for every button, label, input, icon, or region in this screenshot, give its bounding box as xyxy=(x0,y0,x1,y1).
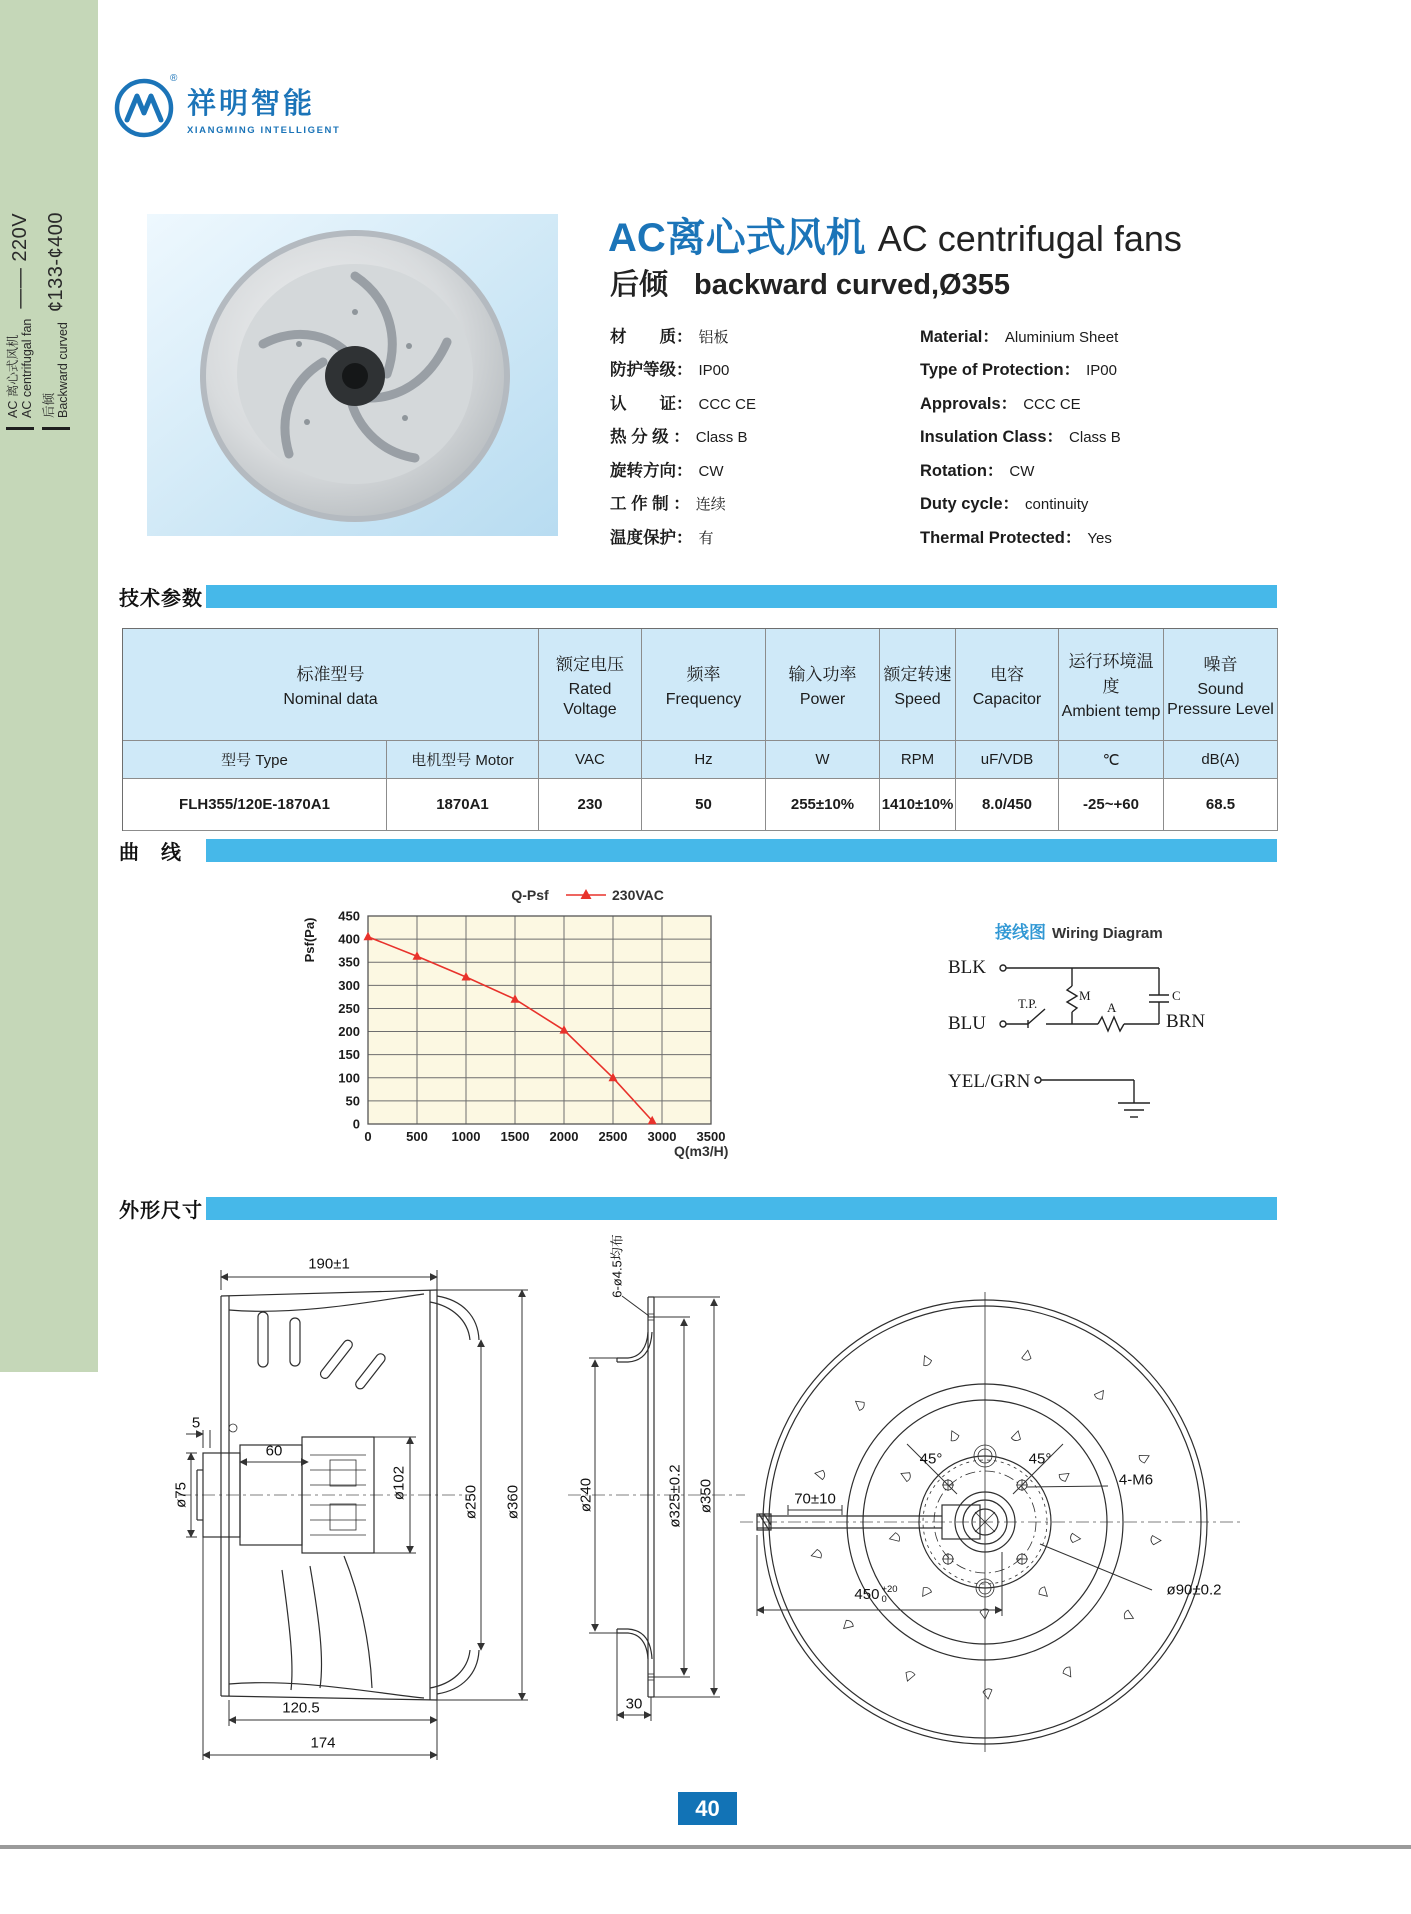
wire-label-cap: C xyxy=(1172,988,1181,1003)
row-w: 255±10% xyxy=(766,779,880,831)
subheader-w: W xyxy=(766,741,880,779)
sidebar-range: ¢133-¢400 xyxy=(44,211,67,313)
product-subtitle-en: backward curved,Ø355 xyxy=(694,269,1010,301)
svg-text:250: 250 xyxy=(338,1000,360,1016)
dim-4m6: 4-M6 xyxy=(1118,1471,1154,1489)
wire-label-aux: A xyxy=(1107,1000,1117,1015)
spec-value-en: IP00 xyxy=(1086,362,1117,380)
section-bar-curve xyxy=(206,839,1277,862)
sidebar-series-cn: AC 离心式风机 xyxy=(5,334,20,418)
spec-label-cn: 温度保护： xyxy=(610,528,693,547)
col-header-power: 输入功率 Power xyxy=(766,629,880,741)
svg-text:1000: 1000 xyxy=(451,1129,481,1144)
svg-text:300: 300 xyxy=(338,977,360,993)
section-title-dimensions: 外形尺寸 xyxy=(119,1200,203,1222)
spec-label-cn: 热 分 级 ： xyxy=(610,428,690,447)
spec-row-material xyxy=(610,318,1310,352)
wiring-title-en: Wiring Diagram xyxy=(1052,925,1163,942)
svg-text:0: 0 xyxy=(352,1116,360,1132)
col-header-voltage: 额定电压 Rated Voltage xyxy=(539,629,642,741)
subheader-type: 型号 Type xyxy=(123,741,387,779)
subheader-hz: Hz xyxy=(642,741,766,779)
spec-list xyxy=(610,318,1310,553)
spec-label-en: Insulation Class： xyxy=(920,428,1064,447)
dim-450: 450 +20 0 xyxy=(854,1584,898,1605)
svg-text:500: 500 xyxy=(406,1129,428,1144)
col-header-noise: 噪音 Sound Pressure Level xyxy=(1164,629,1278,741)
svg-text:400: 400 xyxy=(338,931,360,947)
dim-240: ø240 xyxy=(577,1477,595,1513)
spec-value-en: Aluminium Sheet xyxy=(1004,328,1119,346)
subheader-motor: 电机型号 Motor xyxy=(387,741,539,779)
spec-value-en: CCC CE xyxy=(1023,395,1081,413)
sidebar-type-en: Backward curved xyxy=(56,322,70,418)
row-uf: 8.0/450 xyxy=(956,779,1059,831)
spec-label-en: Material： xyxy=(920,327,999,346)
spec-value-cn: CW xyxy=(698,462,724,480)
col-header-frequency: 频率 Frequency xyxy=(642,629,766,741)
dim-325: ø325±0.2 xyxy=(666,1464,684,1528)
wiring-title-cn: 接线图 xyxy=(995,923,1046,942)
spec-row-protection xyxy=(610,352,1310,386)
svg-text:3500: 3500 xyxy=(696,1129,726,1144)
product-subtitle-cn: 后倾 xyxy=(610,269,669,301)
col-header-capacitor: 电容 Capacitor xyxy=(956,629,1059,741)
dim-45-left: 45° xyxy=(919,1450,943,1468)
wire-label-motor: M xyxy=(1079,988,1091,1003)
spec-label-cn: 工 作 制 ： xyxy=(610,495,690,514)
page-number: 40 xyxy=(678,1792,737,1825)
dimension-drawings xyxy=(120,1230,1300,1810)
spec-label-en: Rotation： xyxy=(920,461,1004,480)
wire-label-blk: BLK xyxy=(948,957,986,978)
section-bar-dimensions xyxy=(206,1197,1277,1220)
product-title-cn: AC离心式风机 xyxy=(608,216,866,260)
dim-45-right: 45° xyxy=(1028,1450,1052,1468)
wire-label-blu: BLU xyxy=(948,1013,986,1034)
row-rpm: 1410±10% xyxy=(880,779,956,831)
dim-75: ø75 xyxy=(172,1482,190,1508)
front-view-drawing xyxy=(740,1292,1240,1752)
spec-value-cn: 铝板 xyxy=(698,328,729,346)
dim-350: ø350 xyxy=(697,1478,715,1514)
sidebar xyxy=(0,0,98,1372)
spec-label-en: Duty cycle： xyxy=(920,495,1020,514)
row-type: FLH355/120E-1870A1 xyxy=(123,779,387,831)
spec-value-en: CW xyxy=(1009,462,1035,480)
sidebar-voltage: —— 220V xyxy=(8,212,31,309)
section-bar-tech xyxy=(206,585,1277,608)
spec-label-en: Thermal Protected： xyxy=(920,528,1082,547)
row-motor: 1870A1 xyxy=(387,779,539,831)
spec-label-cn: 旋转方向： xyxy=(610,461,693,480)
dim-360: ø360 xyxy=(504,1484,522,1520)
dim-250: ø250 xyxy=(462,1484,480,1520)
svg-text:150: 150 xyxy=(338,1047,360,1063)
spec-value-en: Class B xyxy=(1069,429,1121,447)
logo-name-en: XIANGMING INTELLIGENT xyxy=(187,125,341,136)
svg-text:Psf(Pa): Psf(Pa) xyxy=(302,917,317,963)
spec-label-cn: 防护等级： xyxy=(610,361,693,380)
subheader-db: dB(A) xyxy=(1164,741,1278,779)
sidebar-type-cn: 后倾 xyxy=(41,392,56,418)
spec-row-thermal xyxy=(610,519,1310,553)
spec-label-cn: 认 证： xyxy=(610,394,693,413)
spec-value-en: continuity xyxy=(1025,496,1089,514)
dim-60: 60 xyxy=(265,1442,283,1460)
inlet-ring-drawing xyxy=(568,1296,745,1721)
svg-text:450: 450 xyxy=(338,908,360,924)
dim-5: 5 xyxy=(191,1414,201,1432)
spec-row-approvals xyxy=(610,385,1310,419)
col-header-speed: 额定转速 Speed xyxy=(880,629,956,741)
svg-text:2500: 2500 xyxy=(598,1129,628,1144)
svg-text:Q-Psf: Q-Psf xyxy=(511,887,549,903)
spec-label-cn: 材 质： xyxy=(610,327,693,346)
col-header-model: 标准型号 Nominal data xyxy=(123,629,539,741)
company-logo xyxy=(113,73,341,144)
product-photo xyxy=(147,214,558,536)
dim-174: 174 xyxy=(310,1734,336,1752)
dim-30: 30 xyxy=(625,1695,643,1713)
spec-value-cn: 连续 xyxy=(695,496,726,514)
subheader-vac: VAC xyxy=(539,741,642,779)
performance-chart xyxy=(300,880,740,1170)
spec-label-en: Type of Protection： xyxy=(920,361,1081,380)
svg-text:50: 50 xyxy=(345,1093,360,1109)
subheader-rpm: RPM xyxy=(880,741,956,779)
dim-holes: 6-ø4.5均布 xyxy=(609,1234,625,1298)
svg-text:3000: 3000 xyxy=(647,1129,677,1144)
spec-value-en: Yes xyxy=(1087,529,1112,547)
dim-90: ø90±0.2 xyxy=(1166,1581,1222,1599)
row-db: 68.5 xyxy=(1164,779,1278,831)
svg-text:100: 100 xyxy=(338,1070,360,1086)
logo-name-cn: 祥明智能 xyxy=(187,88,316,120)
svg-text:200: 200 xyxy=(338,1024,360,1040)
row-temp: -25~+60 xyxy=(1059,779,1164,831)
spec-row-rotation xyxy=(610,452,1310,486)
spec-row-duty xyxy=(610,486,1310,520)
subheader-uf: uF/VDB xyxy=(956,741,1059,779)
row-vac: 230 xyxy=(539,779,642,831)
logo-mark-icon xyxy=(113,77,175,139)
parameters-table xyxy=(122,628,1278,831)
svg-text:1500: 1500 xyxy=(500,1129,530,1144)
subheader-temp: ℃ xyxy=(1059,741,1164,779)
wire-label-yelgrn: YEL/GRN xyxy=(948,1071,1031,1092)
row-hz: 50 xyxy=(642,779,766,831)
spec-row-insulation xyxy=(610,419,1310,453)
section-title-curve: 曲 线 xyxy=(119,842,182,864)
dim-190: 190±1 xyxy=(308,1255,350,1273)
spec-value-cn: CCC CE xyxy=(698,395,757,413)
spec-value-cn: Class B xyxy=(695,429,748,447)
svg-text:Q(m3/H): Q(m3/H) xyxy=(674,1143,729,1159)
col-header-ambient: 运行环境温度 Ambient temp xyxy=(1059,629,1164,741)
spec-value-cn: 有 xyxy=(698,529,714,547)
product-title-en: AC centrifugal fans xyxy=(877,218,1182,259)
wire-label-brn: BRN xyxy=(1166,1011,1206,1032)
registered-mark: ® xyxy=(170,73,178,84)
wire-label-tp: T.P. xyxy=(1018,996,1038,1011)
svg-text:2000: 2000 xyxy=(549,1129,579,1144)
dim-102: ø102 xyxy=(390,1465,408,1501)
sidebar-series-en: AC centrifugal fan xyxy=(20,318,34,418)
spec-label-en: Approvals： xyxy=(920,394,1018,413)
bottom-rule xyxy=(0,1845,1411,1849)
svg-text:0: 0 xyxy=(364,1129,372,1144)
svg-text:230VAC: 230VAC xyxy=(612,887,664,903)
dim-70: 70±10 xyxy=(794,1490,836,1508)
section-title-tech: 技术参数 xyxy=(119,588,203,610)
dim-120-5: 120.5 xyxy=(282,1699,320,1717)
svg-text:350: 350 xyxy=(338,954,360,970)
spec-value-cn: IP00 xyxy=(698,362,730,380)
